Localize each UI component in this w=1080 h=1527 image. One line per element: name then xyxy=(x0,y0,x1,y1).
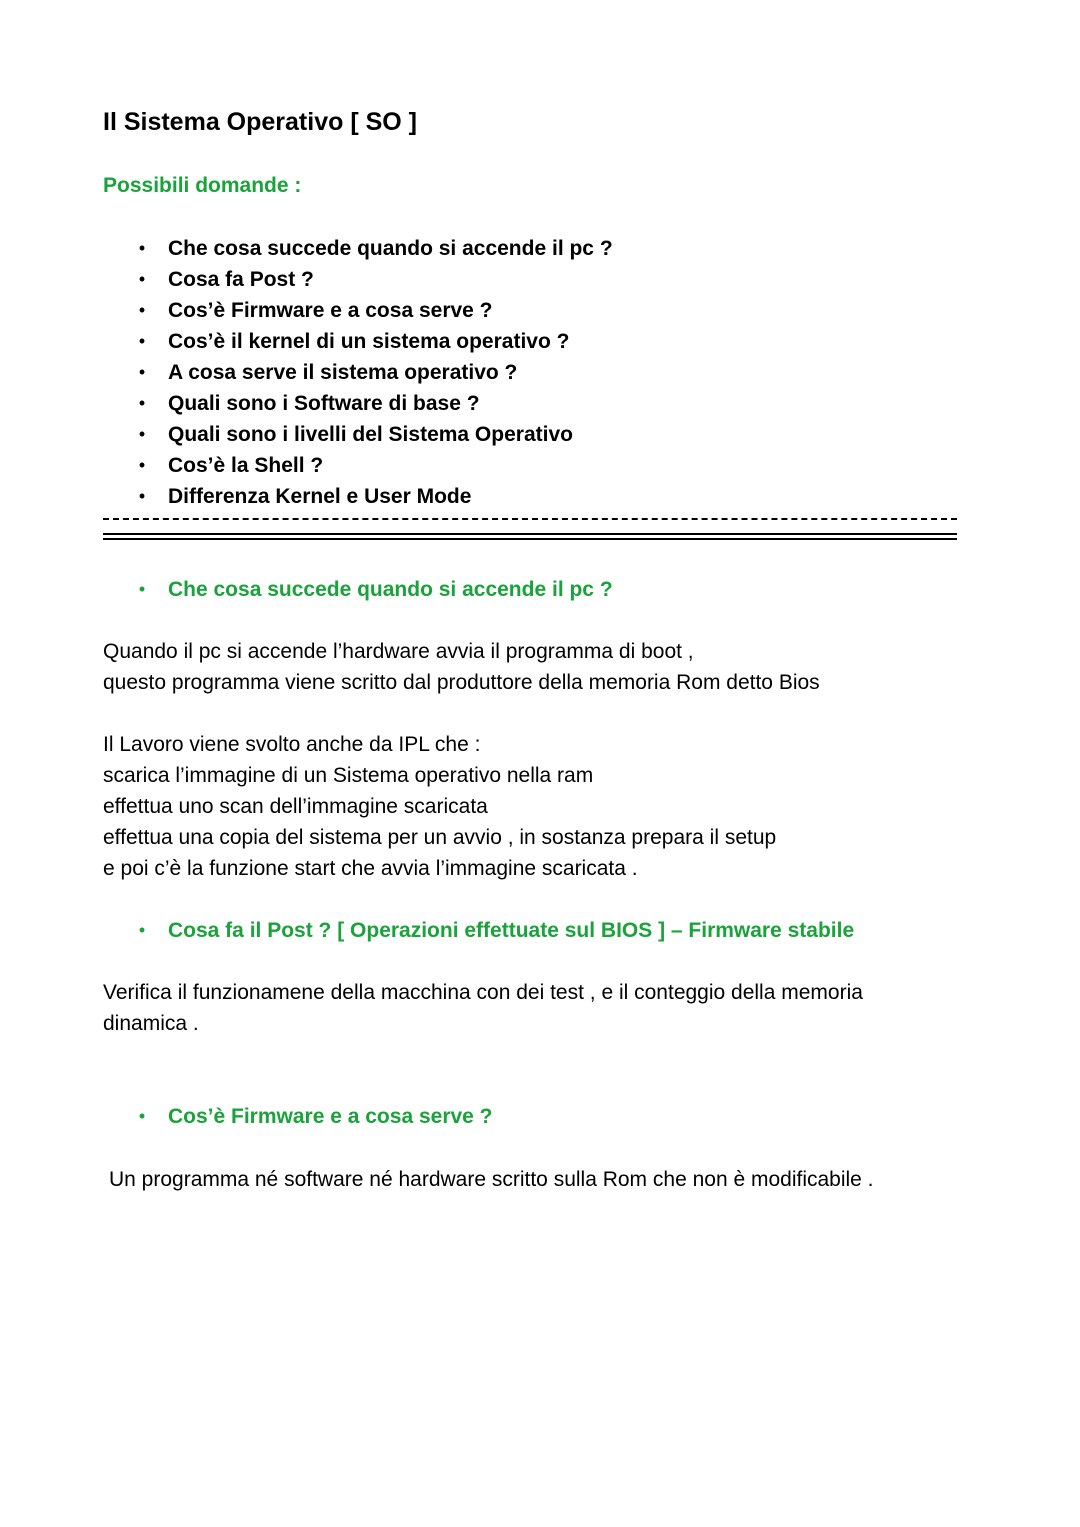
text-line: Un programma né software né hardware scritto sulla Rom che non è modificabile . xyxy=(109,1168,874,1191)
list-item xyxy=(0,357,1080,388)
text-line: Verifica il funzionamene della macchina con dei test , e il conteggio della memoria xyxy=(103,981,863,1004)
list-item xyxy=(0,326,1080,357)
question-text: A cosa serve il sistema operativo ? xyxy=(168,361,518,384)
bullet-icon: • xyxy=(138,393,146,413)
question-text: Cos’è la Shell ? xyxy=(168,454,324,477)
list-item xyxy=(0,481,1080,512)
document-title: Il Sistema Operativo [ SO ] xyxy=(103,108,417,136)
text-line: effettua una copia del sistema per un avvio , in sostanza prepara il setup xyxy=(103,826,777,849)
text-line: scarica l’immagine di un Sistema operativo nella ram xyxy=(103,764,594,787)
question-text: Che cosa succede quando si accende il pc ? xyxy=(168,237,613,260)
list-item xyxy=(0,295,1080,326)
bullet-icon: • xyxy=(138,1106,146,1126)
section-heading-text: Cosa fa il Post ? [ Operazioni effettuate sul BIOS ] – Firmware stabile xyxy=(168,919,855,942)
section-heading-firmware xyxy=(0,1101,1080,1132)
bullet-icon: • xyxy=(138,269,146,289)
text-line: Quando il pc si accende l’hardware avvia il programma di boot , xyxy=(103,640,694,663)
text-line: questo programma viene scritto dal produttore della memoria Rom detto Bios xyxy=(103,671,820,694)
text-line: dinamica . xyxy=(103,1012,199,1035)
questions-list xyxy=(0,233,1080,512)
bullet-icon: • xyxy=(138,362,146,382)
questions-heading: Possibili domande : xyxy=(103,174,302,197)
question-text: Quali sono i Software di base ? xyxy=(168,392,480,415)
bullet-icon: • xyxy=(138,424,146,444)
list-item xyxy=(0,264,1080,295)
double-rule-divider xyxy=(103,533,957,540)
text-line: e poi c’è la funzione start che avvia l’immagine scaricata . xyxy=(103,857,638,880)
bullet-icon: • xyxy=(138,331,146,351)
section-heading-boot xyxy=(0,574,1080,605)
paragraph-boot-intro xyxy=(103,636,973,698)
bullet-icon: • xyxy=(138,455,146,475)
section-heading-post xyxy=(0,915,1080,946)
bullet-icon: • xyxy=(138,300,146,320)
section-heading-text: Cos’è Firmware e a cosa serve ? xyxy=(168,1105,493,1128)
paragraph-ipl xyxy=(103,729,973,884)
bullet-icon: • xyxy=(138,238,146,258)
paragraph-firmware xyxy=(109,1164,979,1195)
dashed-divider xyxy=(103,518,957,520)
question-text: Cosa fa Post ? xyxy=(168,268,314,291)
text-line: effettua uno scan dell’immagine scaricata xyxy=(103,795,488,818)
paragraph-post xyxy=(103,977,973,1039)
list-item xyxy=(0,233,1080,264)
list-item xyxy=(0,388,1080,419)
bullet-icon: • xyxy=(138,920,146,940)
bullet-icon: • xyxy=(138,486,146,506)
question-text: Quali sono i livelli del Sistema Operativo xyxy=(168,423,573,446)
question-text: Cos’è il kernel di un sistema operativo ? xyxy=(168,330,570,353)
question-text: Cos’è Firmware e a cosa serve ? xyxy=(168,299,493,322)
bullet-icon: • xyxy=(138,579,146,599)
text-line: Il Lavoro viene svolto anche da IPL che : xyxy=(103,733,481,756)
list-item xyxy=(0,450,1080,481)
list-item xyxy=(0,419,1080,450)
question-text: Differenza Kernel e User Mode xyxy=(168,485,472,508)
section-heading-text: Che cosa succede quando si accende il pc ? xyxy=(168,578,613,601)
